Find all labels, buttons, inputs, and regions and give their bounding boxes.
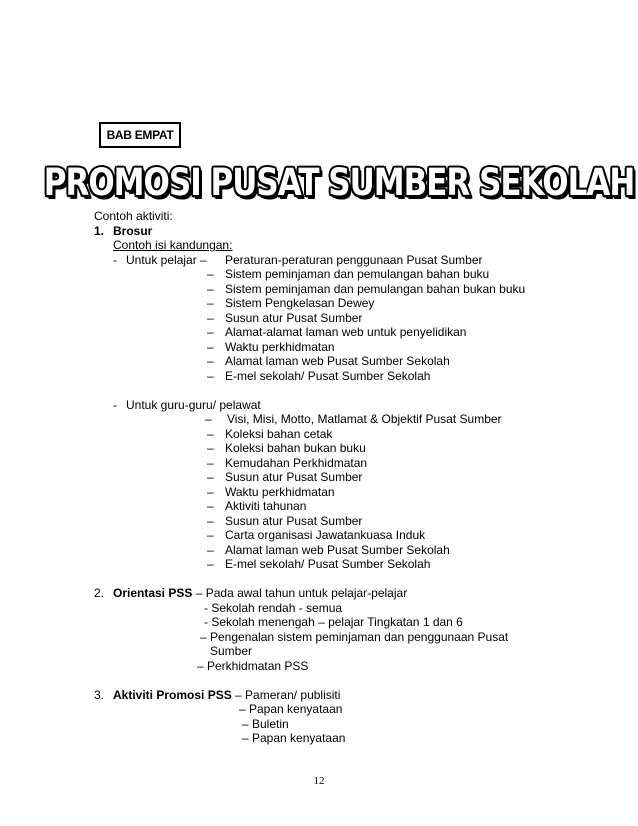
list-item: – Sistem Pengkelasan Dewey: [207, 296, 375, 310]
list-item: – Susun atur Pusat Sumber: [207, 310, 363, 325]
section2-number: 2.: [94, 586, 105, 600]
section3-heading-line: [94, 688, 614, 703]
group1-label: Untuk pelajar –: [126, 252, 207, 267]
section1-heading-line: [94, 224, 614, 239]
section1-subheading: Contoh isi kandungan:: [113, 238, 233, 252]
section3-number: 3.: [94, 687, 105, 702]
section2-line: - Sekolah rendah - semua: [204, 600, 343, 615]
section2-heading: Orientasi PSS: [113, 586, 193, 600]
list-item: – Sistem peminjaman dan pemulangan bahan buku: [207, 267, 490, 281]
group2-label-line: [94, 398, 614, 413]
group1-bullet: -: [113, 252, 117, 267]
list-item: – Carta organisasi Jawatankuasa Induk: [207, 528, 426, 542]
section2-first: – Pada awal tahun untuk pelajar-pelajar: [195, 586, 408, 600]
page-number: 12: [313, 775, 325, 787]
list-item: – Susun atur Pusat Sumber: [207, 470, 363, 484]
list-item: – Susun atur Pusat Sumber: [207, 513, 363, 528]
group2-first-line: [94, 412, 614, 427]
section1-number: 1.: [94, 223, 105, 238]
section2-line: Sumber: [210, 644, 253, 658]
list-item: – Koleksi bahan cetak: [207, 426, 333, 441]
section3-line: – Papan kenyataan: [242, 731, 346, 745]
section2-line: – Perkhidmatan PSS: [197, 658, 309, 673]
page-title: PROMOSI PUSAT SUMBER SEKOLAH: [43, 160, 635, 205]
section2-heading-line: [94, 586, 614, 601]
section2-line: - Sekolah menengah – pelajar Tingkatan 1 dan 6: [204, 615, 463, 629]
group1-first-item: Peraturan-peraturan penggunaan Pusat Sumber: [225, 252, 483, 267]
list-item: – Sistem peminjaman dan pemulangan bahan bukan buku: [207, 281, 526, 296]
section3-line: – Buletin: [242, 716, 289, 731]
section3-line: – Papan kenyataan: [239, 702, 343, 716]
group1-first-line: [94, 253, 614, 268]
group2-first-item: Visi, Misi, Motto, Matlamat & Objektif Pusat Sumber: [227, 412, 502, 426]
section3-first: – Pameran/ publisiti: [235, 687, 341, 702]
list-item: – Alamat laman web Pusat Sumber Sekolah: [207, 542, 450, 557]
section1-heading: Brosur: [113, 223, 153, 238]
section2-line: – Pengenalan sistem peminjaman dan penggunaan Pusat: [200, 629, 509, 644]
list-item: – Alamat laman web Pusat Sumber Sekolah: [207, 354, 450, 368]
list-item: – Waktu perkhidmatan: [207, 339, 335, 354]
section3-heading: Aktiviti Promosi PSS: [113, 687, 232, 702]
list-item: – Aktiviti tahunan: [207, 499, 307, 513]
chapter-label: BAB EMPAT: [99, 122, 181, 148]
list-item: – Kemudahan Perkhidmatan: [207, 455, 368, 470]
list-item: – E-mel sekolah/ Pusat Sumber Sekolah: [207, 557, 431, 571]
group2-first-dash: –: [205, 412, 212, 426]
section1-subheading-line: [94, 238, 614, 253]
intro-line: Contoh aktiviti:: [94, 209, 173, 223]
document-body: [94, 209, 614, 746]
group2-label: Untuk guru-guru/ pelawat: [126, 397, 261, 412]
list-item: – Koleksi bahan bukan buku: [207, 441, 366, 455]
list-item: – Alamat-alamat laman web untuk penyelidikan: [207, 325, 467, 339]
list-item: – E-mel sekolah/ Pusat Sumber Sekolah: [207, 368, 431, 383]
group2-bullet: -: [113, 397, 117, 412]
list-item: – Waktu perkhidmatan: [207, 484, 335, 499]
